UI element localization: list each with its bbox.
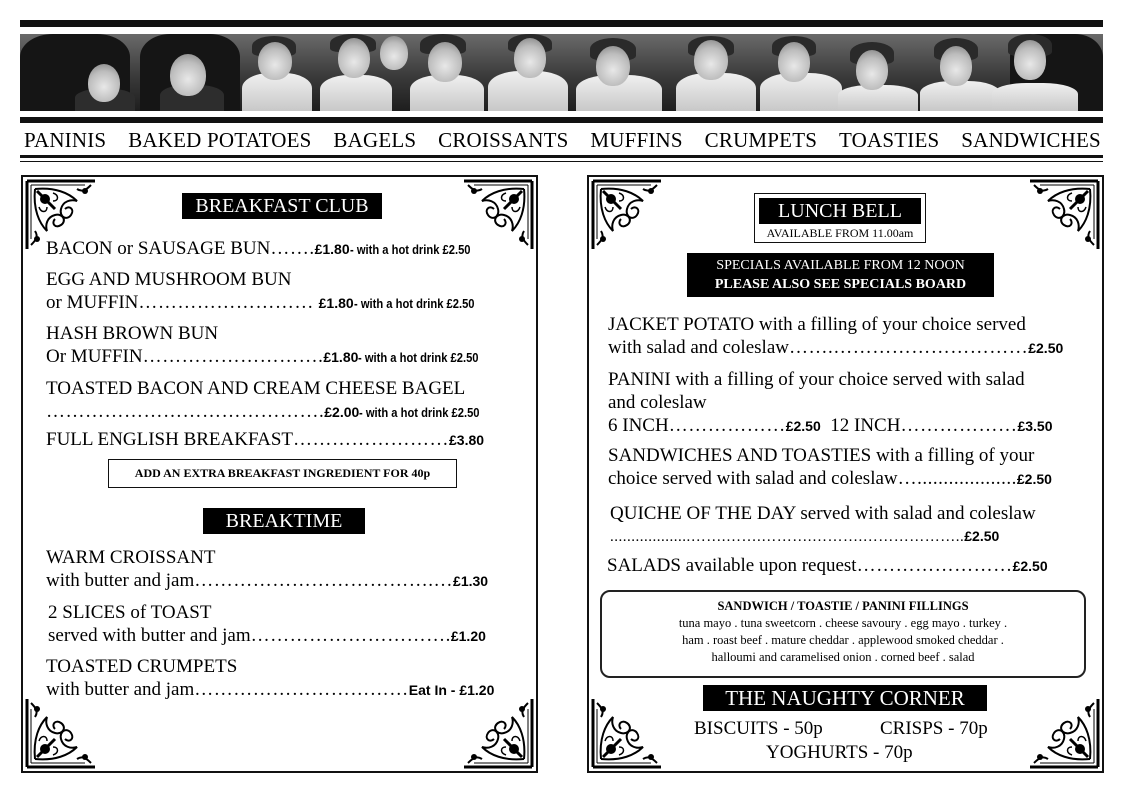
- nav-item-croissants[interactable]: CROISSANTS: [438, 127, 569, 152]
- menu-item-full-english: FULL ENGLISH BREAKFAST……………………£3.80: [46, 429, 485, 450]
- specials-line-2: PLEASE ALSO SEE SPECIALS BOARD: [714, 277, 967, 292]
- extra-ingredient-note: ADD AN EXTRA BREAKFAST INGREDIENT FOR 40p: [108, 459, 457, 488]
- nav-item-toasties[interactable]: TOASTIES: [838, 127, 940, 152]
- nav-bottom-rule-thin: [20, 161, 1103, 162]
- menu-item-jacket-potato: JACKET POTATO with a filling of your choice served with salad and coleslaw…….…………………………£2.50: [608, 314, 1064, 358]
- fillings-title: SANDWICH / TOASTIE / PANINI FILLINGS: [717, 599, 969, 613]
- menu-item-crumpets: TOASTED CRUMPETS with butter and jam……………………………Eat In - £1.20: [46, 656, 495, 700]
- naughty-yoghurts: YOGHURTS - 70p: [766, 742, 913, 763]
- fillings-box: [600, 590, 1086, 678]
- nav-top-rule: [20, 117, 1103, 123]
- menu-item-hash-brown-bun: HASH BROWN BUN Or MUFFIN……………………….£1.80- with a hot drink £2.50: [46, 323, 479, 367]
- fillings-line-1: tuna mayo . tuna sweetcorn . cheese savoury . egg mayo . turkey .: [678, 616, 1008, 630]
- breakfast-club-title: BREAKFAST CLUB: [182, 193, 382, 219]
- nav-item-paninis[interactable]: PANINIS: [24, 127, 107, 152]
- menu-item-sandwiches-toasties: SANDWICHES AND TOASTIES with a filling of your choice served with salad and coleslaw…...................£2.50: [608, 445, 1052, 489]
- specials-line-1: SPECIALS AVAILABLE FROM 12 NOON: [716, 258, 965, 273]
- naughty-biscuits: BISCUITS - 50p: [694, 718, 823, 739]
- nav-bottom-rule: [20, 155, 1103, 158]
- menu-item-panini: PANINI with a filling of your choice served with salad and coleslaw 6 INCH………………£2.50 12 INCH………………£3.50: [608, 369, 1053, 436]
- menu-item-bacon-bagel: TOASTED BACON AND CREAM CHEESE BAGEL …………………………………….£2.00- with a hot drink £2.50: [46, 378, 480, 422]
- naughty-corner-title: THE NAUGHTY CORNER: [703, 685, 987, 711]
- header-photo: [20, 34, 1103, 111]
- naughty-crisps: CRISPS - 70p: [880, 718, 988, 739]
- menu-item-quiche: QUICHE OF THE DAY served with salad and coleslaw ...................…….…….……….……….………………..£2.50: [610, 503, 1036, 545]
- specials-banner: [687, 253, 994, 297]
- category-nav: [20, 126, 1103, 154]
- fillings-line-3: halloumi and caramelised onion . corned beef . salad: [711, 650, 975, 664]
- top-rule: [20, 20, 1103, 27]
- nav-item-bagels[interactable]: BAGELS: [333, 127, 417, 152]
- nav-item-sandwiches[interactable]: SANDWICHES: [961, 127, 1101, 152]
- menu-item-toast: 2 SLICES of TOAST served with butter and jam………………………….£1.20: [48, 602, 486, 646]
- menu-item-egg-mushroom-bun: EGG AND MUSHROOM BUN or MUFFIN……………………… £1.80- with a hot drink £2.50: [46, 269, 475, 313]
- corner-ornament-icon: [591, 697, 663, 769]
- corner-ornament-icon: [462, 697, 534, 769]
- corner-ornament-icon: [1028, 179, 1100, 251]
- nav-item-muffins[interactable]: MUFFINS: [590, 127, 683, 152]
- menu-item-bacon-bun: BACON or SAUSAGE BUN…….£1.80- with a hot drink £2.50: [46, 238, 471, 259]
- lunch-bell-title: LUNCH BELL: [759, 198, 921, 224]
- fillings-line-2: ham . roast beef . mature cheddar . applewood smoked cheddar .: [682, 633, 1004, 647]
- menu-item-warm-croissant: WARM CROISSANT with butter and jam……………………………….…£1.30: [46, 547, 489, 591]
- corner-ornament-icon: [25, 697, 97, 769]
- nav-item-crumpets[interactable]: CRUMPETS: [704, 127, 818, 152]
- corner-ornament-icon: [1028, 697, 1100, 769]
- breaktime-title: BREAKTIME: [203, 508, 365, 534]
- menu-item-salads: SALADS available upon request……………………£2.50: [607, 555, 1048, 576]
- lunch-available-time: AVAILABLE FROM 11.00am: [766, 226, 914, 240]
- nav-item-baked-potatoes[interactable]: BAKED POTATOES: [128, 127, 312, 152]
- corner-ornament-icon: [591, 179, 663, 251]
